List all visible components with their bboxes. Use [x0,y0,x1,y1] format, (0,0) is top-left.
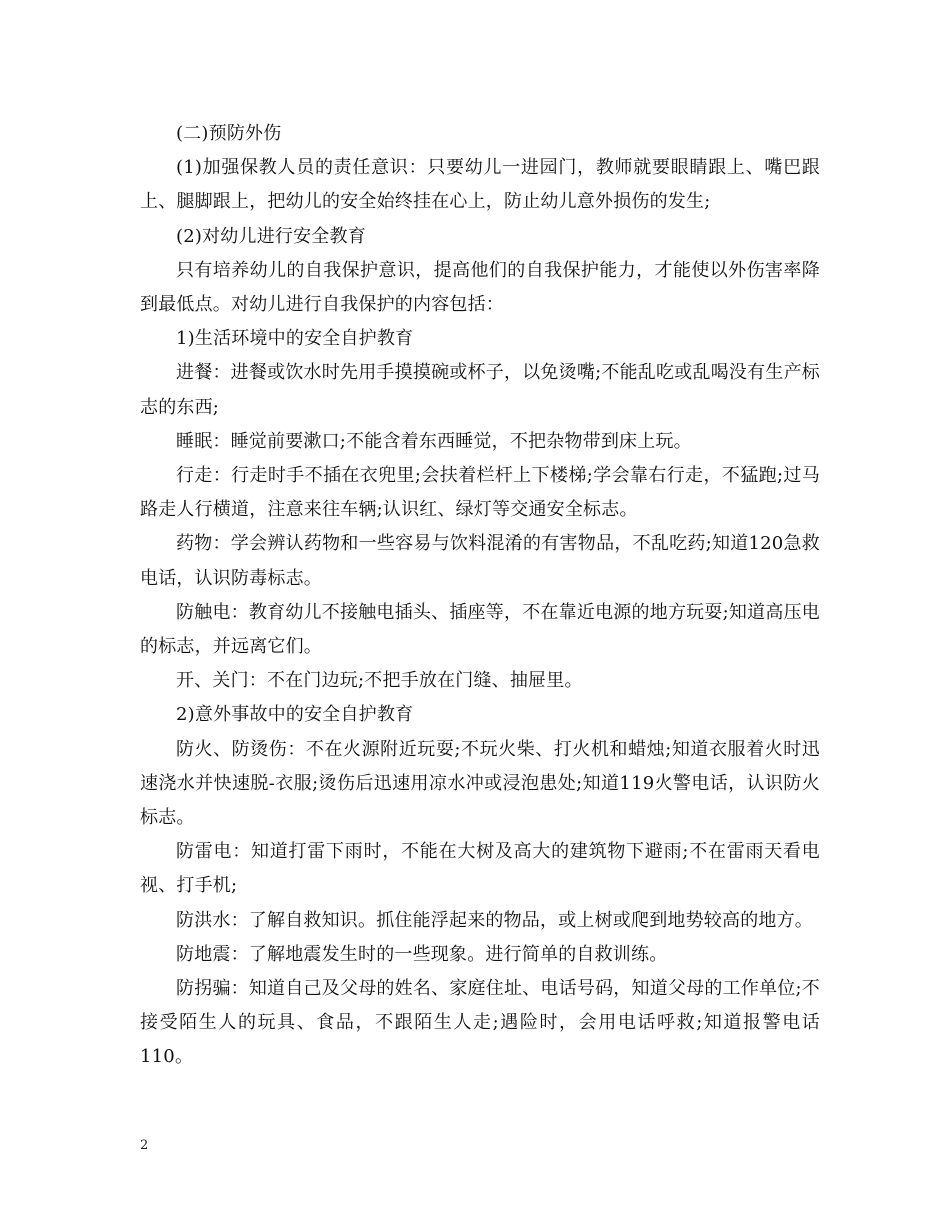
paragraph: 防触电：教育幼儿不接触电插头、插座等，不在靠近电源的地方玩耍;知道高压电的标志，并远离它们。 [140,601,820,658]
subsection-heading: 2)意外事故中的安全自护教育 [176,704,414,726]
paragraph: 开、关门：不在门边玩;不把手放在门缝、抽屉里。 [176,670,583,692]
paragraph: 防洪水：了解自救知识。抓住能浮起来的物品，或上树或爬到地势较高的地方。 [176,909,813,931]
document-body [140,117,820,1075]
paragraph: 只有培养幼儿的自我保护意识，提高他们的自我保护能力，才能使以外伤害率降到最低点。对幼儿进行自我保护的内容包括： [140,259,820,316]
paragraph: 药物：学会辨认药物和一些容易与饮料混淆的有害物品，不乱吃药;知道120急救电话，认识防毒标志。 [140,533,820,589]
paragraph: 防拐骗：知道自己及父母的姓名、家庭住址、电话号码，知道父母的工作单位;不接受陌生人的玩具、食品，不跟陌生人走;遇险时，会用电话呼救;知道报警电话110。 [140,978,820,1068]
paragraph: 进餐：进餐或饮水时先用手摸摸碗或杯子，以免烫嘴;不能乱吃或乱喝没有生产标志的东西; [140,362,820,418]
paragraph: (1)加强保教人员的责任意识：只要幼儿一进园门，教师就要眼睛跟上、嘴巴跟上、腿脚跟上，把幼儿的安全始终挂在心上，防止幼儿意外损伤的发生; [140,157,820,213]
paragraph: 睡眠：睡觉前要漱口;不能含着东西睡觉，不把杂物带到床上玩。 [176,430,692,452]
paragraph: 防雷电：知道打雷下雨时，不能在大树及高大的建筑物下避雨;不在雷雨天看电视、打手机; [140,841,820,897]
subsection-heading: 1)生活环境中的安全自护教育 [176,328,414,350]
subsection-heading: (2)对幼儿进行安全教育 [176,225,366,247]
paragraph: 防火、防烫伤：不在火源附近玩耍;不玩火柴、打火机和蜡烛;知道衣服着火时迅速浇水并快速脱-衣服;烫伤后迅速用凉水冲或浸泡患处;知道119火警电话，认识防火标志。 [140,738,820,829]
paragraph: 行走：行走时手不插在衣兜里;会扶着栏杆上下楼梯;学会靠右行走，不猛跑;过马路走人行横道，注意来往车辆;认识红、绿灯等交通安全标志。 [140,465,820,521]
page-number: 2 [140,1138,149,1153]
paragraph: 防地震：了解地震发生时的一些现象。进行简单的自救训练。 [176,943,668,965]
section-heading: (二)预防外伤 [176,123,282,144]
